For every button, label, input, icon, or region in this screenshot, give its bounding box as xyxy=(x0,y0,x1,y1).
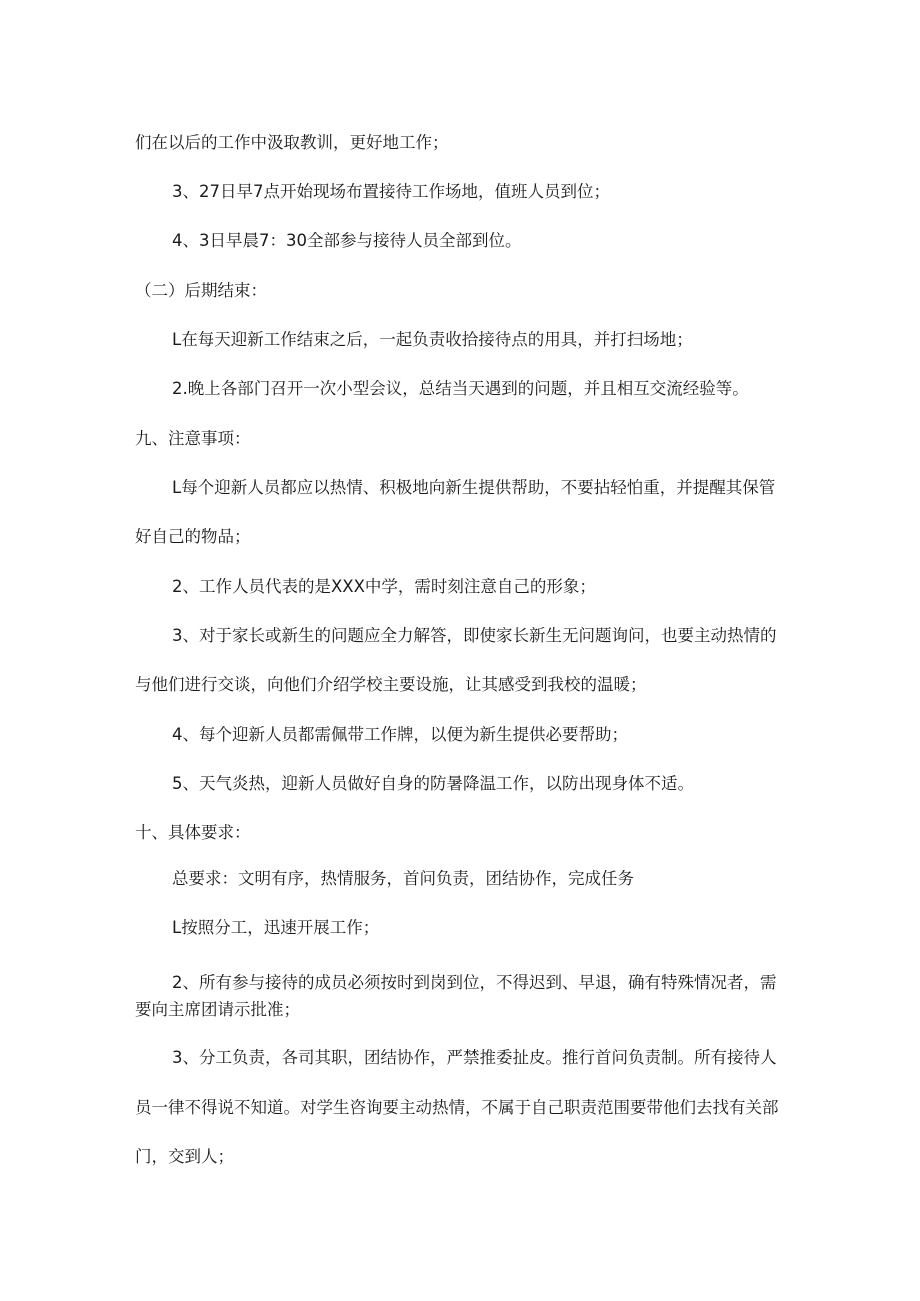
text-line-17: L按照分工，迅速开展工作； xyxy=(172,918,380,937)
text-line-20: 3、分工负责，各司其职，团结协作，严禁推委扯皮。推行首问负责制。所有接待人 xyxy=(172,1048,777,1067)
text-line-11: 3、对于家长或新生的问题应全力解答，即使家长新生无问题询问，也要主动热情的 xyxy=(172,626,777,645)
section-heading-notes: 九、注意事项： xyxy=(135,429,251,448)
text-line-2: 3、27日早7点开始现场布置接待工作场地，值班人员到位； xyxy=(172,182,610,201)
text-line-14: 5、天气炎热，迎新人员做好自身的防暑降温工作，以防出现身体不适。 xyxy=(172,774,694,793)
text-line-1: 们在以后的工作中汲取教训，更好地工作； xyxy=(135,133,449,152)
text-line-8: L每个迎新人员都应以热情、积极地向新生提供帮助，不要拈轻怕重，并提醒其保管 xyxy=(172,478,776,497)
text-line-22: 门，交到人； xyxy=(135,1147,234,1166)
section-heading-requirements: 十、具体要求： xyxy=(135,823,251,842)
text-line-5: L在每天迎新工作结束之后，一起负责收拾接待点的用具，并打扫场地； xyxy=(172,330,693,349)
text-line-16: 总要求：文明有序，热情服务，首问负责，团结协作，完成任务 xyxy=(172,869,634,888)
text-line-18: 2、所有参与接待的成员必须按时到岗到位，不得迟到、早退，确有特殊情况者，需 xyxy=(172,973,777,992)
section-heading-later-stage: （二）后期结束： xyxy=(135,281,267,300)
text-line-9: 好自己的物品； xyxy=(135,527,251,546)
text-line-6: 2.晚上各部门召开一次小型会议，总结当天遇到的问题，并且相互交流经验等。 xyxy=(172,379,749,398)
text-line-3: 4、3日早晨7：30全部参与接待人员全部到位。 xyxy=(172,231,522,250)
text-line-13: 4、每个迎新人员都需佩带工作牌，以便为新生提供必要帮助； xyxy=(172,725,628,744)
text-line-19: 要向主席团请示批准； xyxy=(135,1000,300,1019)
text-line-10: 2、工作人员代表的是XXX中学，需时刻注意自己的形象； xyxy=(172,577,596,596)
text-line-12: 与他们进行交谈，向他们介绍学校主要设施，让其感受到我校的温暖； xyxy=(135,675,647,694)
text-line-21: 员一律不得说不知道。对学生咨询要主动热情，不属于自己职责范围要带他们去找有关部 xyxy=(135,1098,779,1117)
